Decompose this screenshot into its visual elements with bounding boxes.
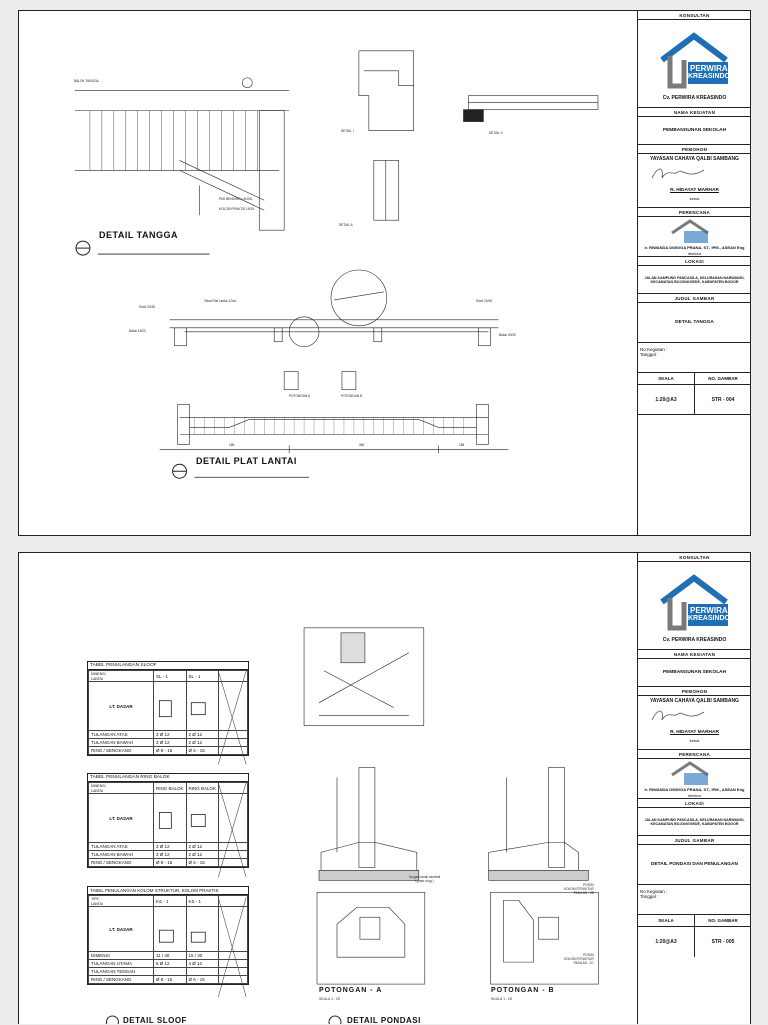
pemohon-role: ketua xyxy=(689,196,700,201)
konsultan-header: KONSULTAN xyxy=(638,553,751,562)
kolom-table-title: TABEL PENULANGAN KOLOM STRUKTUR, KOLOM PRAKTIS xyxy=(88,887,248,895)
ring-row-label: TULANGAN BAWAH xyxy=(89,851,154,859)
ring-row-label: RING / SENGKANG xyxy=(89,859,154,867)
judul-value: DETAIL TANGGA xyxy=(638,303,751,343)
detail-tangga-title: DETAIL TANGGA xyxy=(99,230,178,240)
sloof-cell: 3 Ø 12 xyxy=(154,739,187,747)
skala-value-row xyxy=(638,385,751,415)
kolom-row-label: RING / SENGKANG xyxy=(89,976,154,984)
sloof-col1-hdr: SL - 1 xyxy=(154,671,187,682)
skala-value-row xyxy=(638,927,751,957)
title-block-1 xyxy=(637,11,751,535)
sloof-cell: 2 Ø 12 xyxy=(186,739,219,747)
kolom-col1-hdr: KS - 1 xyxy=(154,896,187,907)
ring-lantai-hdr: LANTAI xyxy=(91,789,103,793)
ring-cell: Ø 6 - 15 xyxy=(186,859,219,867)
sloof-col2-hdr: SL - 1 xyxy=(186,671,219,682)
sloof-dim-hdr: DIMENSI xyxy=(91,672,106,676)
kolom-row-label: TULANGAN TENGAH xyxy=(89,968,154,976)
kolom-lantai-hdr: LANTAI xyxy=(91,902,103,906)
kolom-row-label: TULANGAN UTAMA xyxy=(89,960,154,968)
potongan-a-label: POTONGAN A xyxy=(289,394,311,398)
pemohon-header: PEMOHON xyxy=(638,145,751,154)
kolom-cell: Ø 6 - 15 xyxy=(186,976,219,984)
ring-row-label: TULANGAN ATAS xyxy=(89,843,154,851)
sloof-table xyxy=(87,661,249,756)
title-block-2 xyxy=(637,553,751,1024)
sloof-cell: Ø 6 - 15 xyxy=(186,747,219,755)
signature-image xyxy=(648,164,708,184)
potongan-b-title: POTONGAN - B xyxy=(491,987,555,994)
company-logo xyxy=(638,20,751,108)
kolom-cell: 15 / 30 xyxy=(186,952,219,960)
no-gambar-header: NO. GAMBAR xyxy=(708,376,738,381)
sloof-table-title: TABEL PENULANGAN SLOOF xyxy=(88,662,248,670)
drawing-sheet-2 xyxy=(18,552,751,1024)
perencana-header: PERENCANA xyxy=(638,208,751,217)
detail-i-label: DETAIL I xyxy=(341,129,354,133)
perencana-header: PERENCANA xyxy=(638,750,751,759)
perencana-role: direktur xyxy=(687,251,702,256)
keterangan: No Kegiatan : Tanggal : xyxy=(638,343,751,373)
judul-header: JUDUL GAMBAR xyxy=(638,294,751,303)
dimension-2: 360 xyxy=(359,443,365,447)
kolom-cell: Ø 8 - 15 xyxy=(154,976,187,984)
drawing-sheet-1 xyxy=(18,10,751,536)
detail-sloof-title: DETAIL SLOOF xyxy=(123,1016,187,1025)
ring-col1-hdr: RING BALOK xyxy=(154,783,187,794)
pemohon-block xyxy=(638,696,751,750)
kolom-row-label: DIMENSI xyxy=(89,952,154,960)
no-gambar-header: NO. GAMBAR xyxy=(708,918,738,923)
signature-image xyxy=(648,706,708,726)
skala-header-row xyxy=(638,915,751,927)
skala-header-row xyxy=(638,373,751,385)
sloof-row-label: TULANGAN BAWAH xyxy=(89,739,154,747)
dimension-3: 185 xyxy=(459,443,465,447)
kolom-floor: LT. DASAR xyxy=(89,907,154,952)
ring-floor: LT. DASAR xyxy=(89,794,154,843)
logo-text-2: KREASINDO xyxy=(688,73,731,80)
potongan-a-scale: SKALA 1 : 25 xyxy=(319,997,340,1001)
sloof-lantai-hdr: LANTAI xyxy=(91,677,103,681)
ring-cell: 2 Ø 12 xyxy=(186,843,219,851)
potongan-a-title: POTONGAN - A xyxy=(319,987,383,994)
sloof-floor: LT. DASAR xyxy=(89,682,154,731)
pemohon-org: YAYASAN CAHAYA QALBI SAMBANG xyxy=(650,156,739,162)
ring-dim-hdr: DIMENSI xyxy=(91,784,106,788)
company-name: Cv. PERWIRA KREASINDO xyxy=(662,95,727,101)
balok-right-label: Balok 20/30 xyxy=(499,333,516,337)
stair-and-slab-drawing xyxy=(19,11,637,535)
pondasi-note-b: POSISI KOLOM STRUKTUR PADA AS - 2C xyxy=(564,953,594,965)
no-gambar-value: STR - 004 xyxy=(711,396,735,403)
house-logo-icon xyxy=(654,572,734,632)
kolom-praktis-label: KOLOM PRAKTIS 15/15 xyxy=(219,207,254,211)
ring-cell: 3 Ø 12 xyxy=(154,851,187,859)
sloof-row-label: RING / SENGKANG xyxy=(89,747,154,755)
kolom-cell xyxy=(186,968,219,976)
logo-text-2: KREASINDO xyxy=(688,615,731,622)
kolom-tipe-hdr: TIPE xyxy=(91,897,99,901)
konsultan-header: KONSULTAN xyxy=(638,11,751,20)
logo-text-1: PERWIRA xyxy=(690,606,728,615)
ring-balok-table xyxy=(87,773,249,868)
logo-text-1: PERWIRA xyxy=(690,64,728,73)
ring-cell: 2 Ø 12 xyxy=(186,851,219,859)
perencana-block xyxy=(638,217,751,257)
lokasi-header: LOKASI xyxy=(638,799,751,808)
sloof-cell: 2 Ø 12 xyxy=(186,731,219,739)
company-name: Cv. PERWIRA KREASINDO xyxy=(662,637,727,643)
detail-plat-lantai-title: DETAIL PLAT LANTAI xyxy=(196,456,297,466)
pemohon-name: R. HIDAYAT MARHAR xyxy=(670,188,719,193)
tebal-plat-label: Tebal Plat Lantai 12cm xyxy=(204,299,237,303)
sloof-cell: Ø 8 - 15 xyxy=(154,747,187,755)
pemohon-org: YAYASAN CAHAYA QALBI SAMBANG xyxy=(650,698,739,704)
skala-value: 1:20@A3 xyxy=(638,927,695,957)
ring-cell: Ø 8 - 15 xyxy=(154,859,187,867)
sloof-right-label: Sloof 20/30 xyxy=(476,299,493,303)
kolom-table xyxy=(87,886,249,985)
pemohon-header: PEMOHON xyxy=(638,687,751,696)
kolom-cell: 6 Ø 12 xyxy=(154,960,187,968)
kolom-cell: 11 / 40 xyxy=(154,952,187,960)
lokasi-header: LOKASI xyxy=(638,257,751,266)
skala-header: SKALA xyxy=(638,915,695,926)
skala-header: SKALA xyxy=(638,373,695,384)
kolom-cell: 4 Ø 12 xyxy=(186,960,219,968)
pondasi-note-a: POSISI KOLOM STRUKTUR PADA AS - 2B xyxy=(564,883,594,895)
detail-pondasi-title: DETAIL PONDASI xyxy=(347,1016,421,1025)
kegiatan-value: PEMBANGUNAN SEKOLAH xyxy=(638,117,751,145)
pemohon-name: R. HIDAYAT MARHAR xyxy=(670,730,719,735)
balok-left-label: Balok 15/20 xyxy=(129,329,146,333)
perencana-name: Ir. RIWANDA DWIGGA PRANA, ST., IPM., ASEAN Eng xyxy=(644,245,745,250)
keterangan: No Kegiatan : Tanggal : xyxy=(638,885,751,915)
detail-ii-label: DETAIL II xyxy=(489,131,503,135)
lokasi-value: JALAN KAMPUNG PANCASILA, KELURAHAN NARWANGI, KECAMATAN BOJONGGEDE, KABUPATEN BOGOR xyxy=(638,266,751,294)
perencana-role: direktur xyxy=(687,793,702,798)
perencana-stamp-icon xyxy=(668,761,712,787)
perencana-name: Ir. RIWANDA DWIGGA PRANA, ST., IPM., ASEAN Eng xyxy=(644,787,745,792)
judul-value: DETAIL PONDASI DAN PENULANGAN xyxy=(638,845,751,885)
kolom-cell xyxy=(154,968,187,976)
pemohon-block xyxy=(638,154,751,208)
sloof-row-label: TULANGAN ATAS xyxy=(89,731,154,739)
ring-cell: 3 Ø 12 xyxy=(154,843,187,851)
perencana-block xyxy=(638,759,751,799)
skala-value: 1:20@A3 xyxy=(638,385,695,414)
lokasi-value: JALAN KAMPUNG PANCASILA, KELURAHAN NARWANGI, KECAMATAN BOJONGGEDE, KABUPATEN BOGOR xyxy=(638,808,751,836)
balok-tangga-label: BALOK TANGGA xyxy=(74,79,99,83)
company-logo xyxy=(638,562,751,650)
ring-balok-table-title: TABEL PENULANGAN RING BALOK xyxy=(88,774,248,782)
no-gambar-value: STR - 005 xyxy=(711,939,735,945)
kegiatan-value: PEMBANGUNAN SEKOLAH xyxy=(638,659,751,687)
detail-a-label: DETAIL A xyxy=(339,223,353,227)
pas-bending-label: PAS BENDING LANTAI xyxy=(219,197,253,201)
sloof-cell: 3 Ø 12 xyxy=(154,731,187,739)
kolom-col2-hdr: KS - 1 xyxy=(186,896,219,907)
pemohon-role: ketua xyxy=(689,738,700,743)
kegiatan-header: NAMA KEGIATAN xyxy=(638,650,751,659)
judul-header: JUDUL GAMBAR xyxy=(638,836,751,845)
potongan-b-scale: SKALA 1 : 25 xyxy=(491,997,512,1001)
dimension-1: 185 xyxy=(229,443,235,447)
ring-col2-hdr: RING BALOK xyxy=(186,783,219,794)
perencana-stamp-icon xyxy=(668,219,712,245)
potongan-b-label: POTONGAN B xyxy=(341,394,363,398)
kegiatan-header: NAMA KEGIATAN xyxy=(638,108,751,117)
urugan-note: Urugan tanah kembali ( pasir urug ) xyxy=(409,875,441,883)
sloof-left-label: Sloof 20/30 xyxy=(139,305,156,309)
house-logo-icon xyxy=(654,30,734,90)
